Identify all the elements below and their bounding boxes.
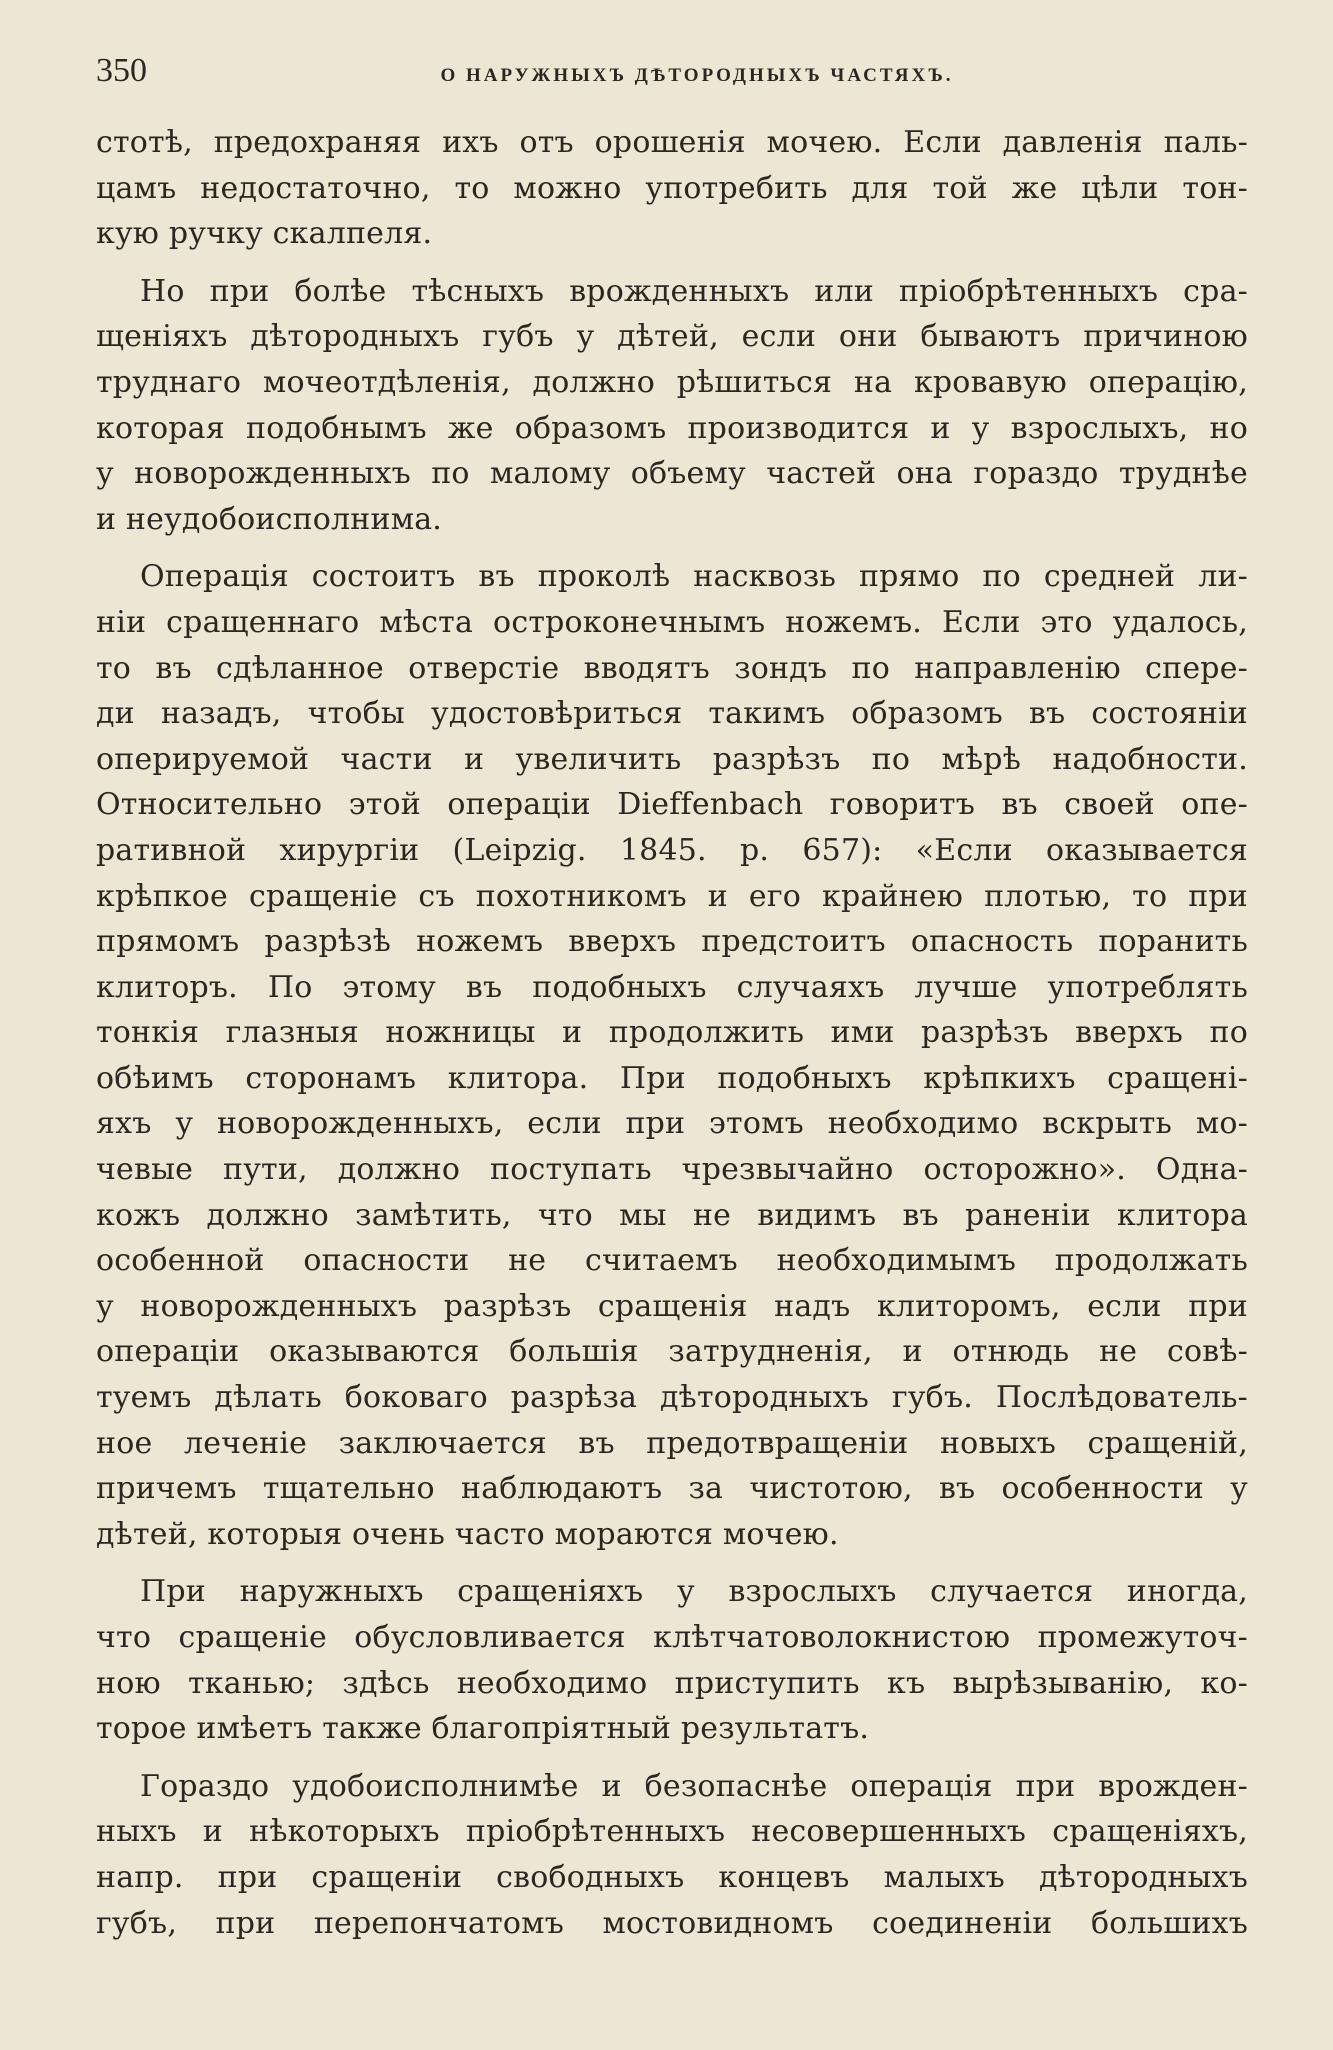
text-line: тонкія глазныя ножницы и продолжить ими разрѣзъ вверхъ по — [96, 1015, 1248, 1051]
text-line: напр. при сращеніи свободныхъ концевъ малыхъ дѣтородныхъ — [96, 1859, 1248, 1895]
paragraph — [96, 1569, 1248, 1751]
text-line: ди назадъ, чтобы удостовѣриться такимъ образомъ въ состояніи — [96, 696, 1248, 732]
text-line: Но при болѣе тѣсныхъ врожденныхъ или пріобрѣтенныхъ сра- — [140, 273, 1248, 309]
text-line: что сращеніе обусловливается клѣтчатоволокнистою промежуточ- — [96, 1620, 1248, 1655]
text-line: прямомъ разрѣзѣ ножемъ вверхъ предстоитъ опасность поранить — [96, 924, 1248, 960]
text-line: у новорожденныхъ разрѣзъ сращенія надъ клиторомъ, если при — [96, 1288, 1248, 1324]
paragraph — [96, 120, 1248, 257]
running-head: О НАРУЖНЫХЪ ДѢТОРОДНЫХЪ ЧАСТЯХЪ. — [440, 65, 954, 86]
text-line: кожъ должно замѣтить, что мы не видимъ въ раненіи клитора — [96, 1197, 1248, 1233]
page-number: 350 — [96, 52, 147, 89]
text-line: у новорожденныхъ по малому объему частей она гораздо труднѣе — [96, 456, 1248, 492]
text-line: ративной хирургіи (Leipzig. 1845. p. 657): «Если оказывается — [96, 832, 1248, 868]
text-line: особенной опасности не считаемъ необходимымъ продолжать — [96, 1243, 1248, 1279]
text-line: ніи сращеннаго мѣста остроконечнымъ ножемъ. Если это удалось, — [96, 604, 1248, 640]
paragraph — [96, 1764, 1248, 1946]
text-line: цамъ недостаточно, то можно употребить для той же цѣли тон- — [96, 170, 1248, 206]
text-line: туемъ дѣлать боковаго разрѣза дѣтородныхъ губъ. Послѣдователь- — [96, 1380, 1248, 1416]
text-line: дѣтей, которыя очень часто мораются мочею. — [96, 1516, 839, 1552]
text-line: которая подобнымъ же образомъ производится и у взрослыхъ, но — [96, 410, 1248, 446]
text-line: чевые пути, должно поступать чрезвычайно осторожно». Одна- — [96, 1152, 1248, 1188]
text-line: Относительно этой операціи Dieffenbach говоритъ въ своей опе- — [96, 787, 1248, 823]
paragraph — [96, 554, 1248, 1557]
text-line: При наружныхъ сращеніяхъ у взрослыхъ случается иногда, — [140, 1574, 1248, 1610]
text-line: обѣимъ сторонамъ клитора. При подобныхъ крѣпкихъ сращені- — [96, 1060, 1248, 1096]
text-line: крѣпкое сращеніе съ похотникомъ и его крайнею плотью, то при — [96, 878, 1248, 914]
text-line: Операція состоитъ въ проколѣ насквозь прямо по средней ли- — [140, 559, 1248, 595]
page-body — [96, 120, 1248, 1946]
text-line: ныхъ и нѣкоторыхъ пріобрѣтенныхъ несовершенныхъ сращеніяхъ, — [96, 1814, 1248, 1850]
page-header — [96, 52, 1248, 108]
text-line: Гораздо удобоисполнимѣе и безопаснѣе операція при врожден- — [140, 1768, 1248, 1804]
text-line: клиторъ. По этому въ подобныхъ случаяхъ лучше употреблять — [96, 969, 1248, 1005]
text-line: оперируемой части и увеличить разрѣзъ по мѣрѣ надобности. — [96, 741, 1248, 777]
text-line: стотѣ, предохраняя ихъ отъ орошенія мочею. Если давленія паль- — [96, 125, 1248, 160]
text-line: то въ сдѣланное отверстіе вводятъ зондъ по направленію спере- — [96, 650, 1248, 686]
text-line: ною тканью; здѣсь необходимо приступить къ вырѣзыванію, ко- — [96, 1665, 1248, 1701]
text-line: торое имѣетъ также благопріятный результатъ. — [96, 1711, 870, 1747]
text-line: труднаго мочеотдѣленія, должно рѣшиться на кровавую операцію, — [96, 364, 1248, 400]
text-line: кую ручку скалпеля. — [96, 216, 433, 252]
text-line: щеніяхъ дѣтородныхъ губъ у дѣтей, если они бываютъ причиною — [96, 319, 1248, 355]
text-line: губъ, при перепончатомъ мостовидномъ соединеніи большихъ — [96, 1905, 1248, 1941]
text-line: яхъ у новорожденныхъ, если при этомъ необходимо вскрыть мо- — [96, 1106, 1248, 1142]
text-line: причемъ тщательно наблюдаютъ за чистотою, въ особенности у — [96, 1471, 1248, 1507]
paragraph — [96, 269, 1248, 543]
text-line: ное леченіе заключается въ предотвращеніи новыхъ сращеній, — [96, 1425, 1248, 1461]
text-line: и неудобоисполнима. — [96, 501, 443, 537]
text-line: операціи оказываются большія затрудненія, и отнюдь не совѣ- — [96, 1334, 1248, 1370]
